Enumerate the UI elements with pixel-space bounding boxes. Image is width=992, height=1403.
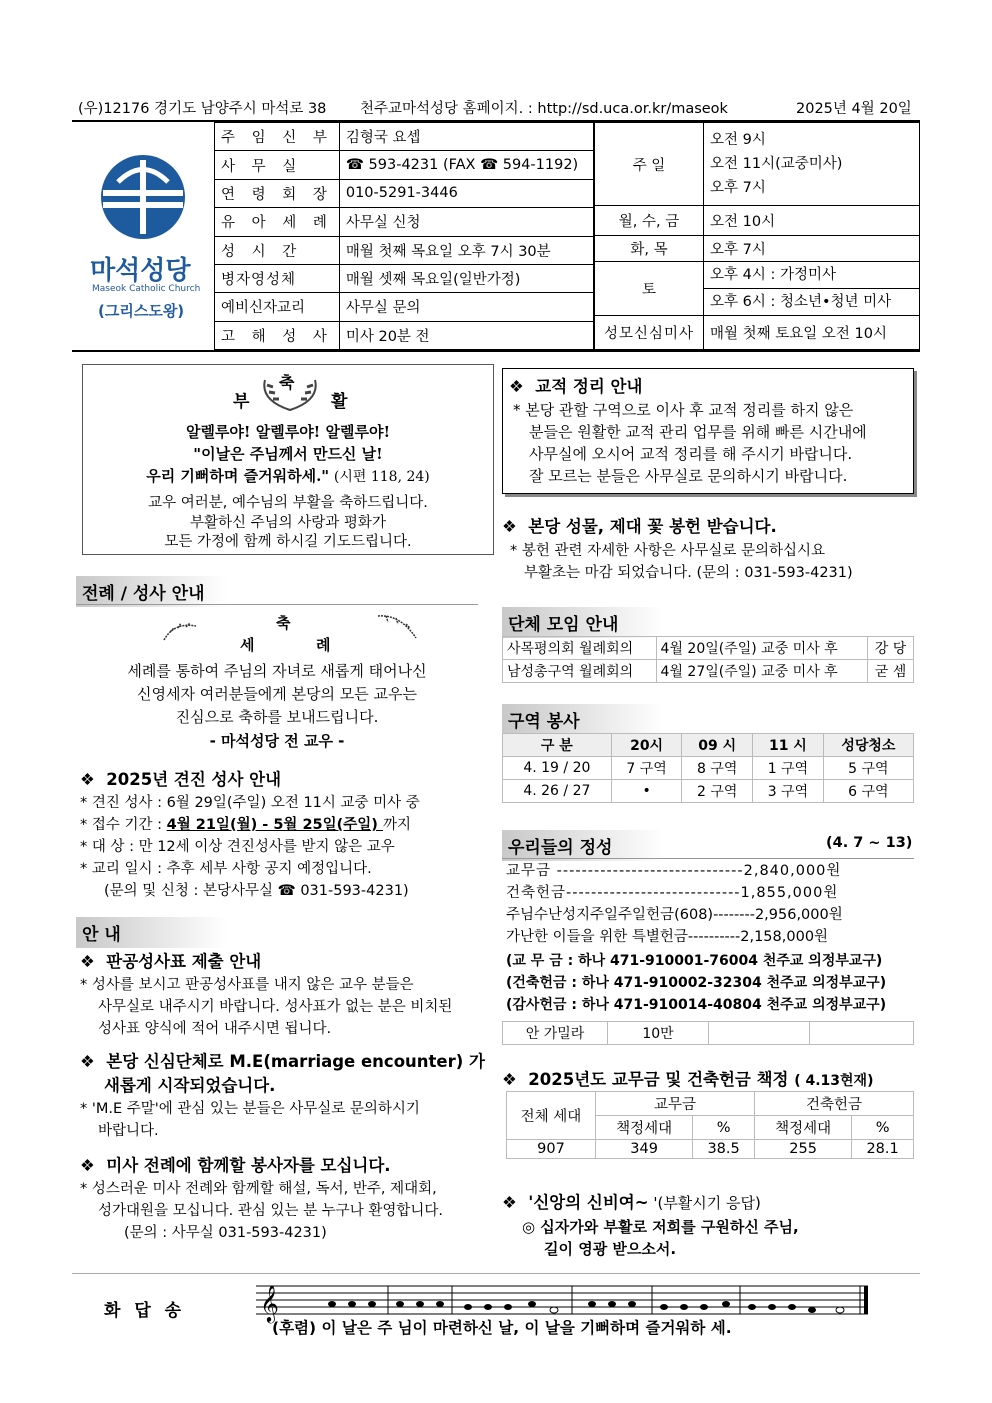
service-cell: 4. 19 / 20: [503, 757, 612, 780]
logo-english: Maseok Catholic Church: [92, 284, 201, 294]
group-where: 강 당: [867, 637, 913, 660]
diamond-icon: ❖: [509, 377, 524, 396]
pledge-sub: %: [693, 1116, 755, 1140]
parish-logo: [72, 122, 214, 350]
offering-amount: 2,840,000원: [743, 863, 842, 879]
notice-section: [80, 950, 490, 1244]
parish-info: [72, 120, 920, 352]
label-pastor: 주 임 신 부: [215, 123, 340, 151]
records-line1: * 본당 관할 구역으로 이사 후 교적 정리를 하지 않은: [513, 401, 854, 419]
logo-sub: (그리스도왕): [98, 302, 185, 320]
label-marian: 성모신심미사: [595, 316, 704, 350]
confirmation-section: [80, 768, 490, 902]
offering-dots: --------: [713, 907, 755, 923]
pledge-table: [506, 1091, 914, 1159]
group-when: 4월 20일(주일) 교중 미사 후: [656, 637, 867, 660]
offering-heading: 우리들의 정성: [502, 830, 664, 861]
diamond-icon: ❖: [80, 1052, 95, 1071]
offering-label: 건축헌금: [506, 885, 567, 901]
pledge-sub: 책정세대: [596, 1116, 693, 1140]
easter-t2: 축: [279, 373, 295, 392]
notice-a-line3: 성사표 양식에 적어 내주시면 됩니다.: [98, 1021, 332, 1037]
value-pastor: 김형국 요셉: [339, 123, 593, 151]
confirmation-line3: * 대 상 : 만 12세 이상 견진성사를 받지 않은 교우: [80, 839, 395, 855]
issue-date: 2025년 4월 20일: [796, 101, 912, 117]
service-cell: 5 구역: [823, 757, 913, 780]
mwf-mass: 오전 10시: [704, 206, 920, 236]
service-head-4: 성당청소: [823, 734, 913, 757]
confirmation-title: 2025년 견진 성사 안내: [106, 770, 282, 789]
notice-a-line1: * 성사를 보시고 판공성사표를 내지 않은 교우 분들은: [80, 977, 414, 993]
value-office: ☎ 593-4231 (FAX ☎ 594-1192): [339, 151, 593, 179]
offering-label: 교무금: [506, 863, 552, 879]
service-head-1: 20시: [611, 734, 682, 757]
mass-schedule-table: [594, 122, 920, 350]
value-catechism: 사무실 문의: [339, 293, 593, 321]
service-cell: 4. 26 / 27: [503, 780, 612, 803]
notice-c-line1: * 성스러운 미사 전례와 함께할 해설, 독서, 반주, 제대회,: [80, 1181, 437, 1197]
pledge-value: 255: [754, 1140, 851, 1159]
groups-heading: 단체 모임 안내: [502, 607, 664, 638]
service-cell: 2 구역: [682, 780, 753, 803]
confirmation-line4: * 교리 일시 : 추후 세부 사항 공지 예정입니다.: [80, 861, 372, 877]
mystery-line2: 길이 영광 받으소서.: [544, 1240, 677, 1258]
records-line4: 잘 모르는 분들은 사무실로 문의하시기 바랍니다.: [529, 467, 848, 485]
offering-dots: ----------------------------: [566, 885, 741, 901]
records-line2: 분들은 원활한 교적 관리 업무를 위해 빠른 시간내에: [529, 423, 867, 441]
sunday-mass-1: 오전 9시: [710, 132, 766, 148]
confirmation-line2a: * 접수 기간 :: [80, 817, 167, 833]
mystery-section: [502, 1190, 916, 1260]
label-tt: 화, 목: [595, 236, 704, 262]
marian-mass: 매월 첫째 토요일 오전 10시: [704, 316, 920, 350]
offering-amount: 1,855,000원: [740, 885, 839, 901]
service-cell: 8 구역: [682, 757, 753, 780]
psalm-divider: [72, 1273, 920, 1274]
label-holyhour: 성 시 간: [215, 236, 340, 264]
baptism-line2: 신영세자 여러분들에게 본당의 모든 교우는: [137, 685, 417, 703]
confirmation-line1: * 견진 성사 : 6월 29일(주일) 오전 11시 교중 미사 중: [80, 795, 420, 811]
easter-line3: 우리 기뻐하며 즐거워하세.": [146, 467, 330, 485]
diamond-icon: ❖: [80, 1156, 95, 1175]
offering-period: (4. 7 ~ 13): [826, 835, 913, 851]
table-row: [503, 757, 914, 780]
value-baptism: 사무실 신청: [339, 208, 593, 236]
account-3: (감사헌금 : 하나 471-910014-40804 천주교 의정부교구): [506, 997, 887, 1013]
baptism-line4: - 마석성당 전 교우 -: [209, 732, 345, 750]
easter-line1: 알렐루야! 알렐루야! 알렐루야!: [185, 423, 391, 441]
sat-mass-1: 오후 4시 : 가정미사: [704, 262, 919, 289]
diamond-icon: ❖: [80, 770, 95, 789]
psalm-lyrics: (후렴) 이 날은 주 님이 마련하신 날, 이 날을 기뻐하며 즐거워하 세.: [272, 1319, 732, 1337]
pledge-head-b: 건축헌금: [754, 1092, 913, 1116]
table-row: [503, 734, 914, 757]
floral-left-icon: [162, 620, 198, 644]
mystery-title: '신앙의 신비여~: [528, 1193, 649, 1212]
notice-heading: 안 내: [76, 917, 228, 948]
service-table: [502, 733, 914, 803]
notice-b-line2: 바랍니다.: [98, 1123, 159, 1139]
confirmation-line2b: 4월 21일(월) - 5월 25일(주일): [166, 817, 383, 833]
table-row: [503, 1022, 914, 1045]
gratitude-name: 안 가밀라: [503, 1022, 608, 1045]
baptism-c1: 축: [276, 614, 291, 632]
baptism-c3: 례: [316, 636, 331, 654]
table-row: [503, 660, 914, 683]
easter-line5: 부활하신 주님의 사랑과 평화가: [190, 515, 386, 531]
easter-t1: 부: [233, 392, 250, 412]
floral-right-icon: [376, 612, 418, 642]
service-head-3: 11 시: [753, 734, 824, 757]
notice-c-title: 미사 전례에 함께할 봉사자를 모십니다.: [106, 1156, 391, 1175]
mystery-note: '(부활시기 응답): [653, 1194, 761, 1212]
easter-t3: 활: [331, 392, 348, 412]
offering-dots: ----------: [687, 929, 741, 945]
list-item: [506, 860, 912, 882]
service-cell: 3 구역: [753, 780, 824, 803]
service-cell: 1 구역: [753, 757, 824, 780]
label-office: 사 무 실: [215, 151, 340, 179]
records-title: 교적 정리 안내: [535, 377, 643, 396]
sunday-mass-3: 오후 7시: [710, 180, 766, 196]
label-sick-communion: 병자영성체: [215, 264, 340, 292]
easter-line2: "이날은 주님께서 만드신 날!: [193, 445, 383, 463]
service-cell: •: [611, 780, 682, 803]
notice-a-line2: 사무실로 내주시기 바랍니다. 성사표가 없는 분은 비치된: [98, 999, 453, 1015]
records-line3: 사무실에 오시어 교적 정리를 해 주시기 바랍니다.: [529, 445, 853, 463]
service-heading: 구역 봉사: [502, 704, 664, 735]
liturgy-divider: [76, 604, 478, 605]
notice-b-line1: * 'M.E 주말'에 관심 있는 분들은 사무실로 문의하시기: [80, 1101, 420, 1117]
flowers-section: [502, 514, 916, 584]
table-row: [507, 1092, 914, 1116]
baptism-line1: 세례를 통하여 주님의 자녀로 새롭게 태어나신: [127, 662, 427, 680]
pledge-sub: 책정세대: [754, 1116, 851, 1140]
diamond-icon: ❖: [502, 1070, 517, 1089]
label-saturday: 토: [595, 262, 704, 316]
easter-ref: (시편 118, 24): [333, 469, 430, 485]
pledge-value: 907: [507, 1140, 596, 1159]
baptism-c2: 세: [240, 636, 255, 654]
account-2: (건축헌금 : 하나 471-910002-32304 천주교 의정부교구): [506, 975, 887, 991]
pledge-title: 2025년도 교무금 및 건축헌금 책정: [528, 1070, 789, 1089]
records-box: [502, 368, 914, 494]
baptism-line3: 진심으로 축하를 보내드립니다.: [175, 708, 379, 726]
easter-box: [82, 364, 494, 555]
group-where: 굳 셈: [867, 660, 913, 683]
service-cell: 6 구역: [823, 780, 913, 803]
liturgy-heading: 전례 / 성사 안내: [76, 576, 228, 607]
service-cell: 7 구역: [611, 757, 682, 780]
easter-line6: 모든 가정에 함께 하시길 기도드립니다.: [164, 534, 412, 550]
offering-amount: 2,956,000원: [754, 907, 843, 923]
offering-dots: ------------------------------: [556, 863, 744, 879]
info-left-table: [214, 122, 594, 350]
pledge-heading: [502, 1066, 873, 1090]
flowers-line2: 부활초는 마감 되었습니다. (문의 : 031-593-4231): [524, 565, 853, 581]
pledge-value: 38.5: [693, 1140, 755, 1159]
group-when: 4월 27일(주일) 교중 미사 후: [656, 660, 867, 683]
offering-list: [506, 860, 912, 1016]
table-row: [503, 780, 914, 803]
notice-a-title: 판공성사표 제출 안내: [106, 952, 262, 971]
offering-divider: [502, 858, 914, 859]
confirmation-line5: (문의 및 신청 : 본당사무실 ☎ 031-593-4231): [104, 883, 409, 899]
value-sick-communion: 매월 셋째 목요일(일반가정): [339, 264, 593, 292]
service-head-0: 구 분: [503, 734, 612, 757]
svg-text:𝄞: 𝄞: [260, 1284, 279, 1322]
table-row: [503, 637, 914, 660]
list-item: [506, 882, 912, 904]
offering-label: 가난한 이들을 위한 특별헌금: [506, 929, 688, 945]
notice-c-line3: (문의 : 사무실 031-593-4231): [124, 1225, 327, 1241]
group-name: 사목평의회 월례회의: [503, 637, 657, 660]
flowers-line1: * 봉헌 관련 자세한 사항은 사무실로 문의하십시요: [510, 543, 826, 559]
offering-label: 주님수난성지주일주일헌금(608): [506, 907, 714, 923]
list-item: [506, 904, 912, 926]
mystery-line1: ◎ 십자가와 부활로 저희를 구원하신 주님,: [522, 1218, 799, 1236]
label-confession: 고 해 성 사: [215, 321, 340, 349]
diamond-icon: ❖: [502, 1193, 517, 1212]
flowers-title: 본당 성물, 제대 꽃 봉헌 받습니다.: [528, 517, 777, 536]
notice-b-title2: 새롭게 시작되었습니다.: [104, 1076, 276, 1095]
label-catechism: 예비신자교리: [215, 293, 340, 321]
value-funeral: 010-5291-3446: [339, 179, 593, 207]
logo-name: 마석성당: [90, 256, 191, 286]
notice-c-line2: 성가대원을 모십니다. 관심 있는 분 누구나 환영합니다.: [98, 1203, 444, 1219]
list-item: [506, 926, 912, 948]
homepage[interactable]: 천주교마석성당 홈페이지. : http://sd.uca.or.kr/maseok: [360, 101, 728, 117]
pledge-sub: %: [852, 1116, 914, 1140]
label-sunday: 주 일: [595, 123, 704, 206]
notice-b-title1: 본당 신심단체로 M.E(marriage encounter) 가: [106, 1052, 485, 1071]
offering-amount: 2,158,000원: [740, 929, 829, 945]
label-baptism: 유 아 세 례: [215, 208, 340, 236]
diamond-icon: ❖: [502, 517, 517, 536]
tt-mass: 오후 7시: [704, 236, 920, 262]
sat-mass-2: 오후 6시 : 청소년•청년 미사: [710, 294, 892, 310]
pledge-head-total: 전체 세대: [507, 1092, 596, 1140]
confirmation-line2c: 까지: [382, 817, 411, 833]
value-confession: 미사 20분 전: [339, 321, 593, 349]
pledge-value: 349: [596, 1140, 693, 1159]
account-1: (교 무 금 : 하나 471-910001-76004 천주교 의정부교구): [506, 953, 883, 969]
group-name: 남성총구역 월례회의: [503, 660, 657, 683]
diamond-icon: ❖: [80, 952, 95, 971]
table-row: [507, 1140, 914, 1159]
church-emblem-icon: [98, 152, 188, 242]
gratitude-table: [502, 1021, 914, 1045]
service-head-2: 09 시: [682, 734, 753, 757]
label-funeral: 연 령 회 장: [215, 179, 340, 207]
address: (우)12176 경기도 남양주시 마석로 38: [78, 101, 327, 117]
value-holyhour: 매월 첫째 목요일 오후 7시 30분: [339, 236, 593, 264]
wreath-icon: [255, 375, 325, 413]
psalm-label: 화 답 송: [104, 1301, 186, 1321]
label-mwf: 월, 수, 금: [595, 206, 704, 236]
pledge-value: 28.1: [852, 1140, 914, 1159]
sunday-mass-2: 오전 11시(교중미사): [710, 156, 843, 172]
gratitude-value: 10만: [608, 1022, 709, 1045]
easter-line4: 교우 여러분, 예수님의 부활을 축하드립니다.: [148, 495, 428, 511]
pledge-head-a: 교무금: [596, 1092, 755, 1116]
groups-table: [502, 636, 914, 683]
pledge-asof: ( 4.13현재): [794, 1073, 874, 1089]
